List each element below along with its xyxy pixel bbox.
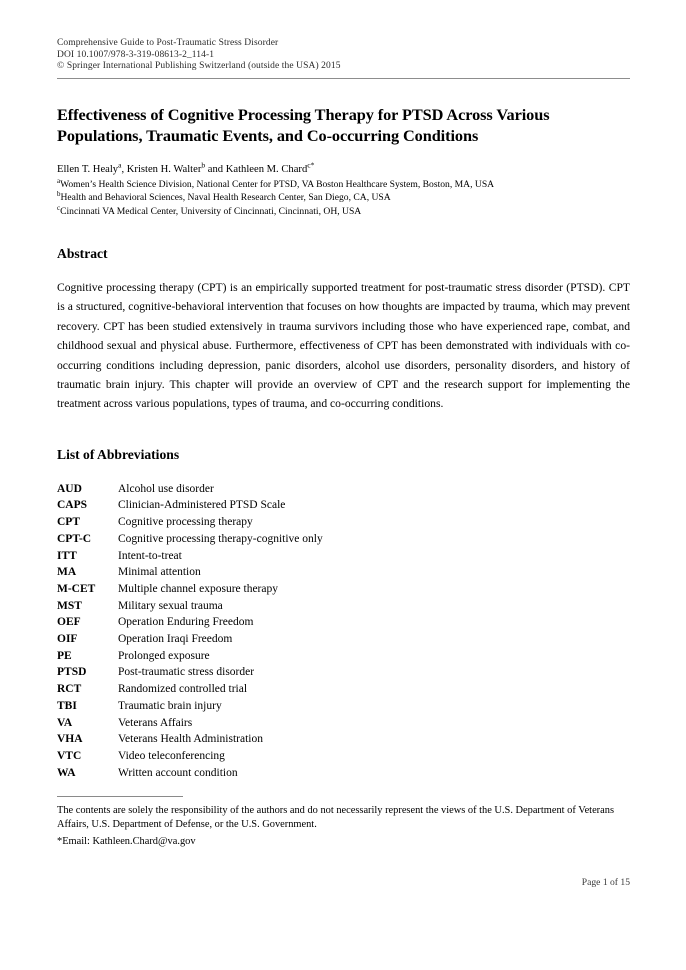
affiliation-b-marker: b xyxy=(57,191,61,199)
abbreviation-definition: Traumatic brain injury xyxy=(118,699,222,712)
abbreviation-term: CAPS xyxy=(57,499,88,512)
abbreviation-term: VA xyxy=(57,716,73,729)
abbreviation-row xyxy=(57,481,630,498)
abbreviation-term: M-CET xyxy=(57,582,96,595)
abbreviation-term: OEF xyxy=(57,616,81,629)
affiliation-a xyxy=(57,178,630,191)
copyright-symbol-icon: © xyxy=(57,61,65,72)
footnote-divider xyxy=(57,796,183,797)
affiliation-list xyxy=(57,178,630,218)
abbreviation-row xyxy=(57,681,630,698)
abbreviation-definition: Operation Enduring Freedom xyxy=(118,616,254,629)
abbreviation-term: AUD xyxy=(57,482,82,495)
abbreviation-term: CPT xyxy=(57,516,80,529)
abbreviation-definition: Cognitive processing therapy xyxy=(118,516,253,529)
abbreviation-row xyxy=(57,497,630,514)
abbreviation-term: VTC xyxy=(57,749,82,762)
abbreviation-definition: Veterans Health Administration xyxy=(118,733,263,746)
abbreviation-definition: Veterans Affairs xyxy=(118,716,193,729)
affiliation-a-text: Women’s Health Science Division, National Center for PTSD, VA Boston Healthcare System, Boston, MA, USA xyxy=(60,178,495,190)
abbreviation-definition: Randomized controlled trial xyxy=(118,683,248,696)
affiliation-b xyxy=(57,191,630,204)
abbreviation-definition: Alcohol use disorder xyxy=(118,482,214,495)
affiliation-b-text: Health and Behavioral Sciences, Naval Health Research Center, San Diego, CA, USA xyxy=(60,192,391,204)
page-title: Effectiveness of Cognitive Processing Therapy for PTSD Across Various Populations, Traumatic Events, and Co-occurring Conditions xyxy=(57,104,550,146)
author-3-marker: c* xyxy=(307,160,315,170)
abbreviation-row xyxy=(57,581,630,598)
abbreviation-definition: Video teleconferencing xyxy=(118,749,225,762)
abbreviations-heading: List of Abbreviations xyxy=(57,446,180,462)
abbreviation-term: ITT xyxy=(57,549,77,562)
affiliation-a-marker: a xyxy=(57,177,61,185)
imprint-block xyxy=(57,0,630,73)
abstract-heading: Abstract xyxy=(57,245,108,261)
author-2-marker: b xyxy=(201,160,206,170)
abbreviation-row xyxy=(57,564,630,581)
affiliation-c xyxy=(57,205,630,218)
abbreviation-row xyxy=(57,698,630,715)
affiliation-c-marker: c xyxy=(57,204,61,212)
series-title: Comprehensive Guide to Post-Traumatic Stress Disorder xyxy=(57,38,279,48)
abbreviation-row xyxy=(57,731,630,748)
abbreviation-term: MA xyxy=(57,566,77,579)
abbreviations-list xyxy=(57,481,630,782)
abbreviation-term: RCT xyxy=(57,683,82,696)
author-2: , Kristen H. Walter xyxy=(121,163,202,175)
affiliation-c-text: Cincinnati VA Medical Center, University of Cincinnati, Cincinnati, OH, USA xyxy=(60,205,362,217)
page-number-label: Page 1 of 15 xyxy=(581,877,630,888)
footnote-email: *Email: Kathleen.Chard@va.gov xyxy=(57,836,196,848)
abbreviation-term: MST xyxy=(57,599,82,612)
abbreviation-term: TBI xyxy=(57,699,77,712)
abbreviation-row xyxy=(57,765,630,782)
abbreviation-term: CPT-C xyxy=(57,532,92,545)
abbreviation-row xyxy=(57,748,630,765)
footnote-disclaimer: The contents are solely the responsibility of the authors and do not necessarily represent the views of the U.S. Department of Veterans Affairs, U.S. Department of Defense, or the U.S. Government. xyxy=(57,805,614,831)
abbreviation-row xyxy=(57,614,630,631)
author-1-marker: a xyxy=(118,160,122,170)
abbreviation-term: OIF xyxy=(57,633,78,646)
abbreviation-row xyxy=(57,648,630,665)
abbreviation-definition: Clinician-Administered PTSD Scale xyxy=(118,499,286,512)
author-3: and Kathleen M. Chard xyxy=(205,163,308,175)
abbreviation-definition: Minimal attention xyxy=(118,566,201,579)
abbreviation-row xyxy=(57,548,630,565)
abbreviation-row xyxy=(57,664,630,681)
page-content xyxy=(57,0,630,781)
abbreviation-row xyxy=(57,715,630,732)
abstract-body: Cognitive processing therapy (CPT) is an empirically supported treatment for post-traumatic stress disorder (PTSD). CPT is a structured, cognitive-behavioral intervention that focuses on how thoughts are impacted by trauma, which may prevent recovery. CPT has been studied extensively in trauma survivors including those who have experienced rape, combat, and childhood sexual and physical abuse. Furthermore, effectiveness of CPT has been demonstrated with individuals with co-occurring conditions including depression, panic disorders, alcohol use disorders, personality disorders, and history of traumatic brain injury. This chapter will provide an overview of CPT and the research support for implementing the treatment across various populations, types of trauma, and co-occurring conditions. xyxy=(57,280,630,411)
abbreviation-definition: Military sexual trauma xyxy=(118,599,223,612)
author-line xyxy=(57,160,630,176)
copyright-text: Springer International Publishing Switzerland (outside the USA) 2015 xyxy=(66,61,341,72)
abbreviation-term: WA xyxy=(57,766,76,779)
header-divider xyxy=(57,78,630,79)
abbreviation-definition: Multiple channel exposure therapy xyxy=(118,582,278,595)
page-footer xyxy=(57,877,630,888)
author-1: Ellen T. Healy xyxy=(57,163,119,175)
abbreviation-term: PTSD xyxy=(57,666,87,679)
footnote-block xyxy=(57,796,630,850)
abbreviation-definition: Post-traumatic stress disorder xyxy=(118,666,255,679)
doi-line: DOI 10.1007/978-3-319-08613-2_114-1 xyxy=(57,49,215,60)
abbreviation-row xyxy=(57,514,630,531)
abbreviation-definition: Cognitive processing therapy-cognitive only xyxy=(118,532,323,545)
abbreviation-term: PE xyxy=(57,649,72,662)
copyright-line xyxy=(57,61,630,73)
abbreviation-definition: Written account condition xyxy=(118,766,238,779)
abbreviation-row xyxy=(57,631,630,648)
abbreviation-definition: Intent-to-treat xyxy=(118,549,182,562)
abbreviation-row xyxy=(57,531,630,548)
abbreviation-definition: Operation Iraqi Freedom xyxy=(118,633,233,646)
abbreviation-term: VHA xyxy=(57,733,83,746)
abbreviation-definition: Prolonged exposure xyxy=(118,649,210,662)
abbreviation-row xyxy=(57,598,630,615)
